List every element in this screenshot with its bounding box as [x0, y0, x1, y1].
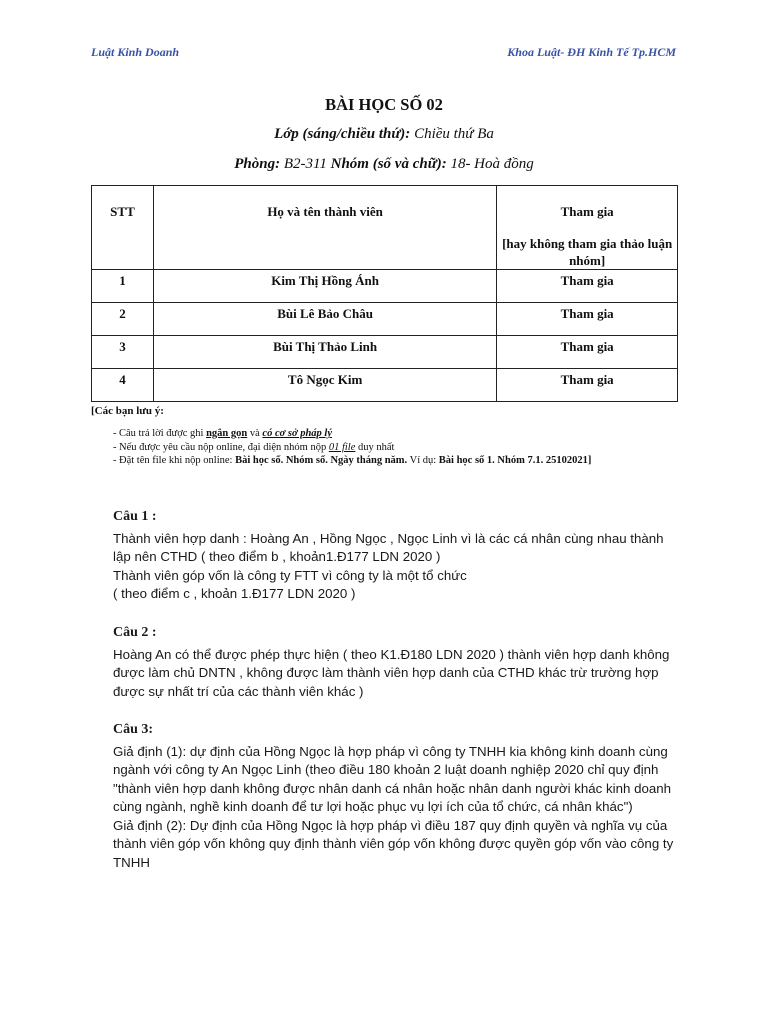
row-name: Tô Ngọc Kim	[153, 369, 496, 402]
header-participation	[497, 186, 678, 270]
question-1	[113, 508, 683, 604]
row-name: Bùi Thị Thảo Linh	[153, 336, 496, 369]
document-title: BÀI HỌC SỐ 02	[325, 95, 443, 114]
note1-pre: Câu trả lời được ghi	[119, 428, 207, 439]
question-2-text: Hoàng An có thể được phép thực hiện ( theo K1.Đ180 LDN 2020 ) thành viên hợp danh không được làm chủ DNTN , không được làm thành viên hợp danh của CTHD khác trừ trường hợp được sự nhất trí của các thành viên khác )	[113, 646, 670, 699]
room-line	[0, 156, 768, 173]
question-3	[113, 721, 683, 872]
table-row	[92, 270, 678, 303]
class-value: Chiều thứ Ba	[414, 126, 494, 142]
row-stt: 4	[92, 369, 154, 402]
note1-mid: và	[247, 428, 263, 439]
room-label: Phòng:	[234, 156, 281, 172]
note2-pre: Nếu được yêu cầu nộp online, đại diện nhóm nộp	[119, 441, 329, 453]
row-stt: 3	[92, 336, 154, 369]
group-label: Nhóm (số và chữ):	[330, 156, 447, 172]
table-row	[92, 336, 678, 369]
note3-bold-example: Bài học số 1. Nhóm 7.1. 25102021]	[438, 455, 592, 466]
note3-bold-format: Bài học số. Nhóm số. Ngày tháng năm.	[235, 455, 408, 466]
question-1-title: Câu 1 :	[113, 509, 157, 524]
note-item	[91, 427, 691, 441]
note3-mid: Ví dụ:	[407, 455, 439, 466]
table-row	[92, 369, 678, 402]
notes-title: [Các bạn lưu ý:	[91, 405, 164, 417]
header-participation-line2: [hay không tham gia thảo luận nhóm]	[502, 236, 673, 268]
row-status: Tham gia	[497, 303, 678, 336]
table-row	[92, 303, 678, 336]
row-name: Bùi Lê Bảo Châu	[153, 303, 496, 336]
row-stt: 2	[92, 303, 154, 336]
question-2-title: Câu 2 :	[113, 625, 157, 640]
note3-pre: Đặt tên file khi nộp online:	[119, 455, 236, 466]
row-stt: 1	[92, 270, 154, 303]
header-name: Họ và tên thành viên	[153, 186, 496, 270]
header-right-text: Khoa Luật- ĐH Kinh Tế Tp.HCM	[507, 45, 676, 59]
question-2	[113, 624, 683, 701]
row-status: Tham gia	[497, 270, 678, 303]
members-table	[91, 185, 678, 402]
question-3-title: Câu 3:	[113, 722, 154, 737]
header-stt: STT	[92, 186, 154, 270]
note1-underline-brief: ngắn gọn	[206, 428, 248, 439]
note1-underline-legal: có cơ sở pháp lý	[262, 428, 332, 439]
question-1-line: Thành viên góp vốn là công ty FTT vì công ty là một tổ chức	[113, 567, 467, 583]
note-item	[91, 441, 691, 455]
header-participation-line1: Tham gia	[560, 204, 614, 219]
note2-underline: 01 file	[328, 441, 356, 453]
group-value: 18- Hoà đồng	[450, 156, 534, 172]
question-1-line: Thành viên hợp danh : Hoàng An , Hồng Ngọc , Ngọc Linh vì là các cá nhân cùng nhau thành lập nên CTHD ( theo điểm b , khoản1.Đ177 LDN 2020 )	[113, 530, 664, 564]
question-3-paragraph-1: Giả định (1): dự định của Hồng Ngọc là hợp pháp vì công ty TNHH kia không kinh doanh cùng ngành với công ty An Ngọc Linh (theo điều 180 khoản 2 luật doanh nghiệp 2020 chỉ quy định "thành viên hợp danh không được nhân danh cá nhân hoặc nhân danh người khác kinh doanh cùng ngành, nghề kinh doanh để tư lợi hoặc phục vụ lợi ích của tổ chức, cá nhân khác")	[113, 743, 672, 814]
question-1-line: ( theo điểm c , khoản 1.Đ177 LDN 2020 )	[113, 586, 356, 601]
row-name: Kim Thị Hồng Ánh	[153, 270, 496, 303]
question-3-paragraph-2: Giả định (2): Dự định của Hồng Ngọc là hợp pháp vì điều 187 quy định quyền và nghĩa vụ của thành viên góp vốn không quy định thành viên góp vốn không được quyền góp vốn vào công ty TNHH	[113, 817, 674, 870]
notes-list	[91, 427, 691, 468]
note2-post: duy nhất	[355, 441, 395, 453]
row-status: Tham gia	[497, 369, 678, 402]
room-value: B2-311	[283, 156, 327, 172]
class-label: Lớp (sáng/chiều thứ):	[274, 126, 411, 142]
note-item	[91, 454, 691, 468]
row-status: Tham gia	[497, 336, 678, 369]
class-line	[0, 126, 768, 143]
table-header-row	[92, 186, 678, 270]
header-left-text: Luật Kinh Doanh	[91, 45, 180, 59]
